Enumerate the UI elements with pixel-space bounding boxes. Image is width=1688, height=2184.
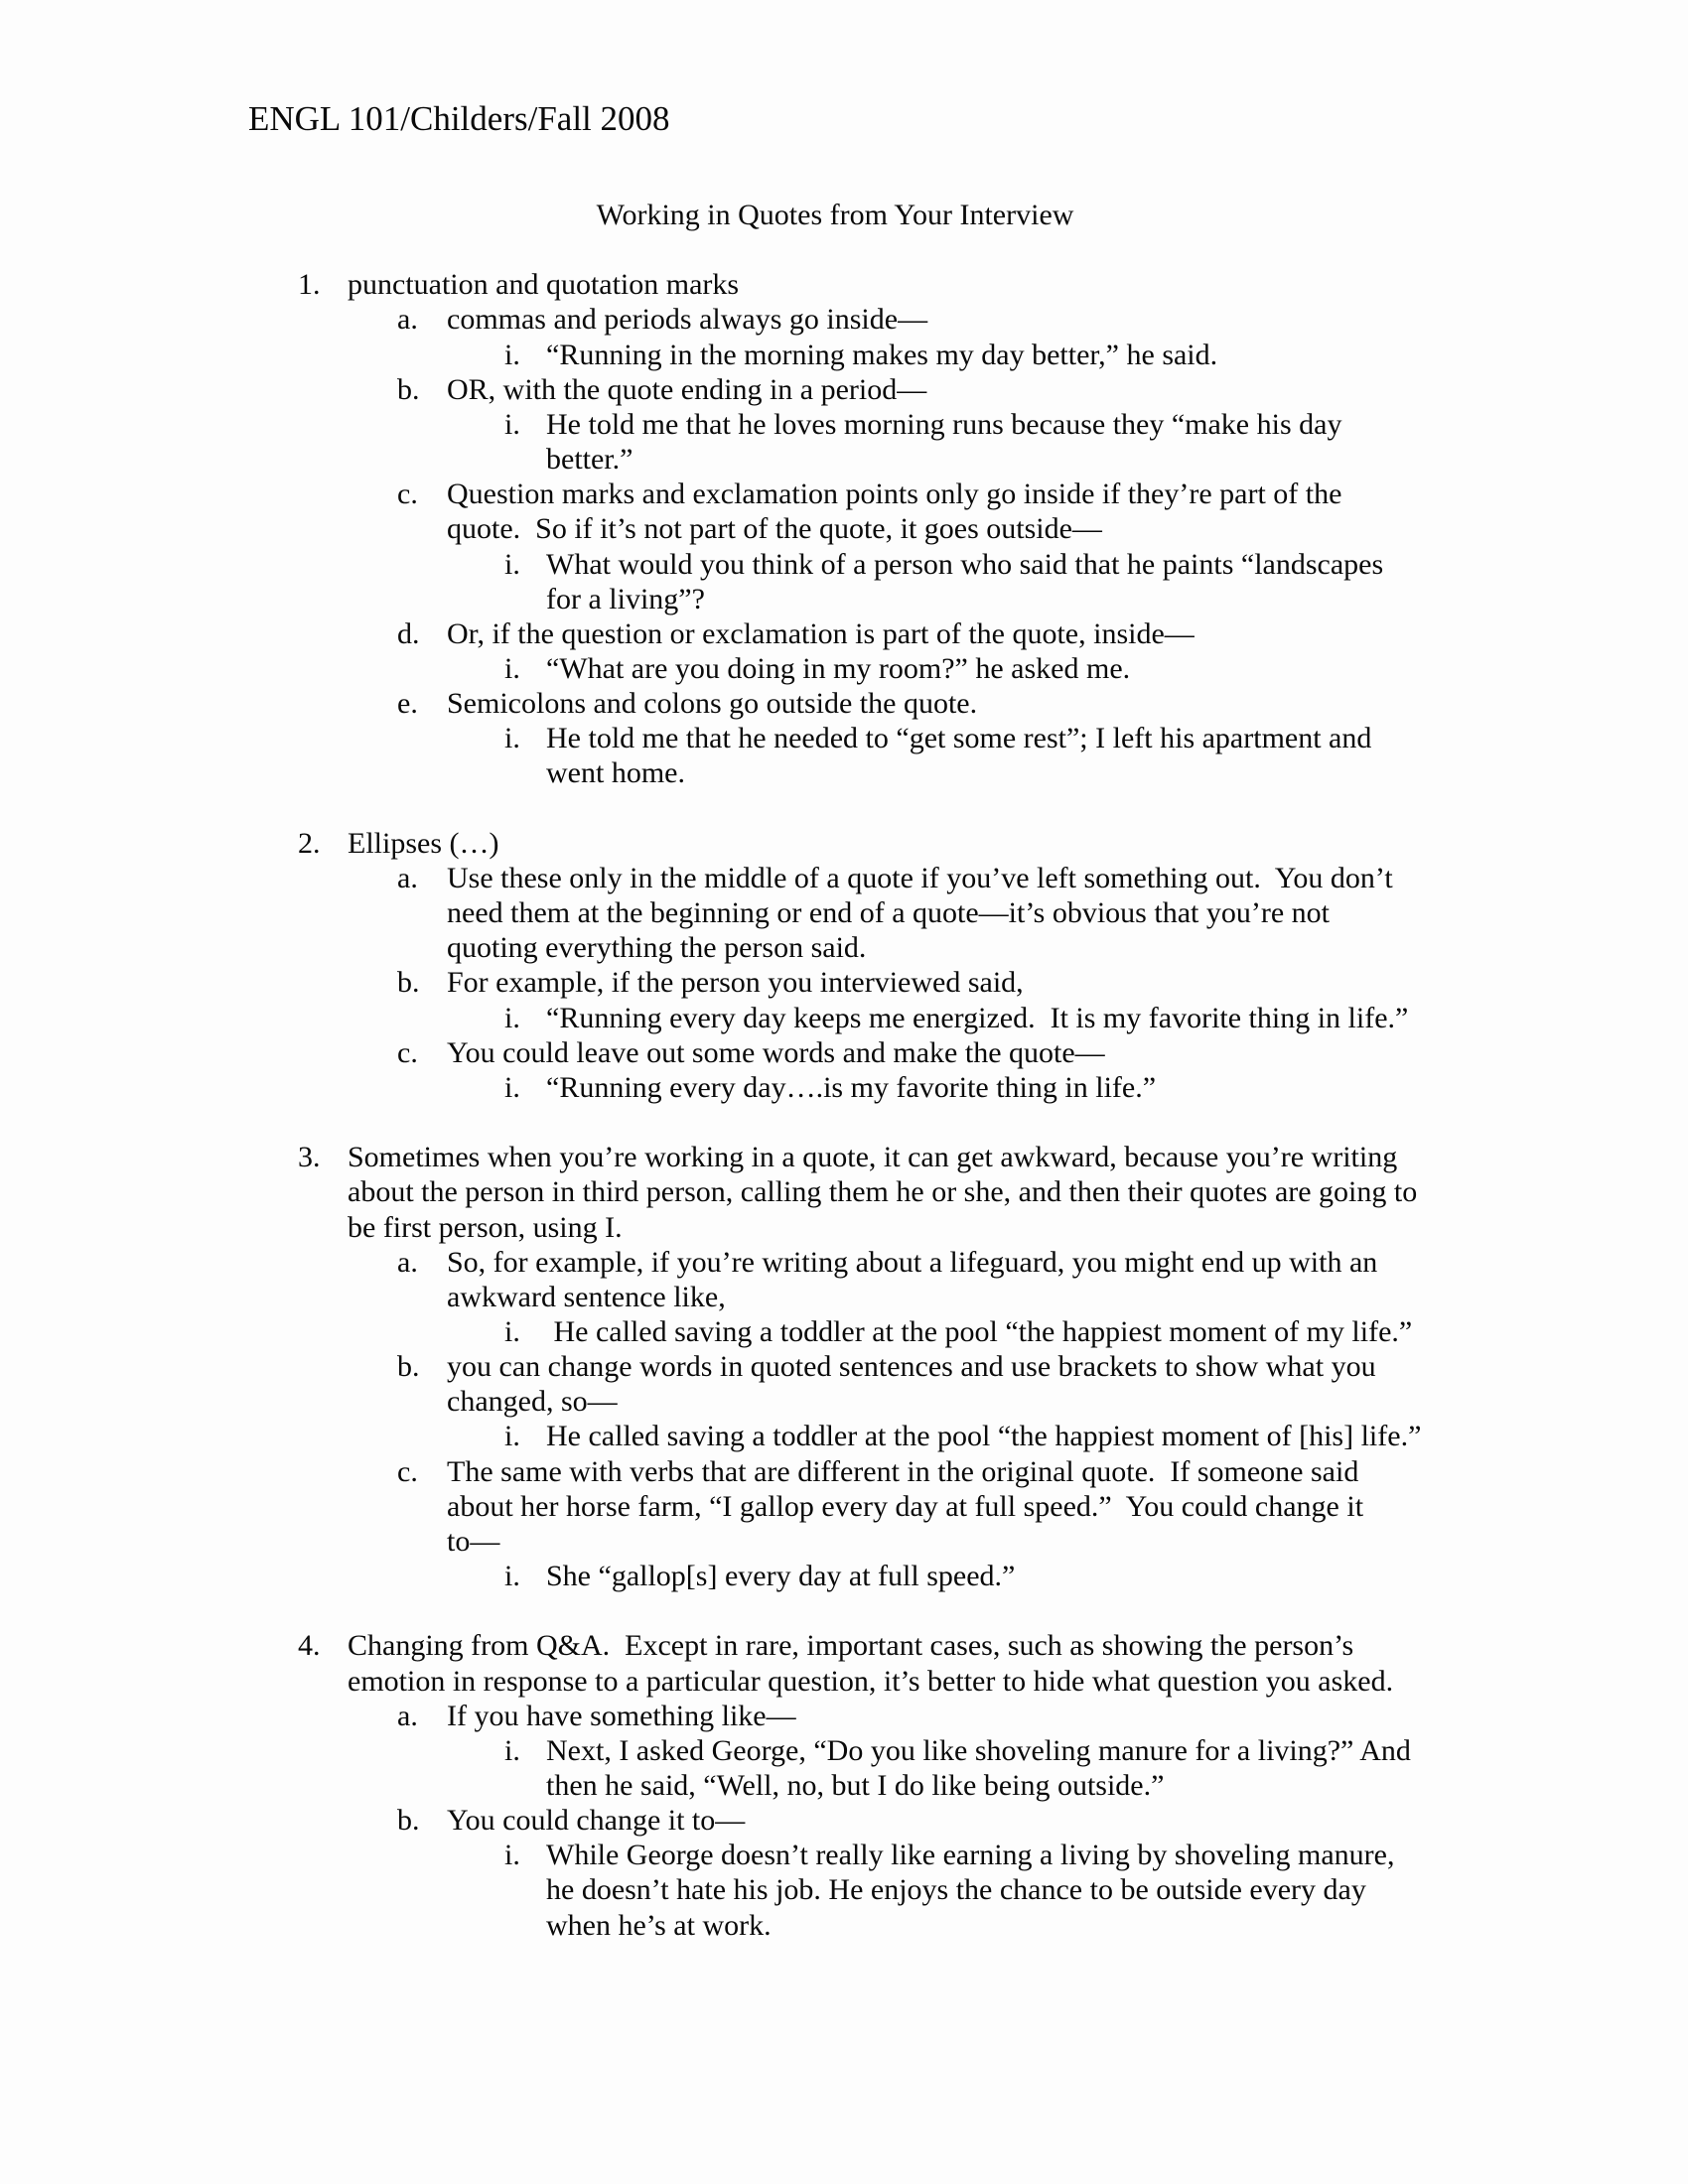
item-label: c. bbox=[397, 1035, 418, 1069]
list-item bbox=[0, 372, 1688, 407]
example-text: What would you think of a person who said that he paints “landscapes bbox=[546, 547, 1384, 581]
example-item bbox=[0, 407, 1688, 442]
section-number: 3. bbox=[298, 1141, 321, 1174]
item-text: Use these only in the middle of a quote if you’ve left something out. You don’t bbox=[447, 861, 1393, 894]
section-number: 2. bbox=[298, 826, 321, 860]
example-text: when he’s at work. bbox=[546, 1908, 772, 1942]
example-label: i. bbox=[504, 547, 520, 581]
example-label: i. bbox=[504, 1314, 520, 1348]
example-item bbox=[0, 651, 1688, 686]
list-item bbox=[0, 1803, 1688, 1838]
item-text: So, for example, if you’re writing about a lifeguard, you might end up with an bbox=[447, 1245, 1378, 1279]
example-label: i. bbox=[504, 1420, 520, 1453]
item-label: a. bbox=[397, 1699, 418, 1732]
item-continuation bbox=[0, 1489, 1688, 1524]
item-continuation bbox=[0, 895, 1688, 930]
item-text: commas and periods always go inside— bbox=[447, 303, 928, 337]
section-heading: punctuation and quotation marks bbox=[348, 268, 740, 302]
example-label: i. bbox=[504, 652, 520, 686]
example-text: While George doesn’t really like earning a living by shoveling manure, bbox=[546, 1839, 1395, 1872]
course-header: ENGL 101/Childers/Fall 2008 bbox=[248, 99, 670, 138]
example-text: he doesn’t hate his job. He enjoys the chance to be outside every day bbox=[546, 1873, 1366, 1907]
example-item bbox=[0, 1070, 1688, 1105]
list-item bbox=[0, 965, 1688, 1000]
example-text: She “gallop[s] every day at full speed.” bbox=[546, 1560, 1016, 1593]
item-label: c. bbox=[397, 478, 418, 511]
list-item bbox=[0, 861, 1688, 895]
item-label: b. bbox=[397, 966, 420, 1000]
example-label: i. bbox=[504, 1560, 520, 1593]
item-text: You could change it to— bbox=[447, 1804, 746, 1838]
list-item bbox=[0, 616, 1688, 651]
example-text: “Running every day….is my favorite thing in life.” bbox=[546, 1070, 1157, 1104]
example-text: Next, I asked George, “Do you like shoveling manure for a living?” And bbox=[546, 1733, 1411, 1767]
list-item bbox=[0, 1349, 1688, 1384]
item-label: b. bbox=[397, 1804, 420, 1838]
example-text: He called saving a toddler at the pool “the happiest moment of my life.” bbox=[546, 1314, 1413, 1348]
item-label: d. bbox=[397, 616, 420, 650]
spacer bbox=[0, 791, 1688, 826]
item-text: changed, so— bbox=[447, 1385, 618, 1419]
example-text: He called saving a toddler at the pool “the happiest moment of [his] life.” bbox=[546, 1420, 1422, 1453]
section-number: 1. bbox=[298, 268, 321, 302]
example-text: “Running in the morning makes my day better,” he said. bbox=[546, 338, 1218, 371]
item-text: Or, if the question or exclamation is part of the quote, inside— bbox=[447, 616, 1195, 650]
section-continuation bbox=[0, 1664, 1688, 1699]
example-item bbox=[0, 1838, 1688, 1872]
section-heading: Changing from Q&A. Except in rare, important cases, such as showing the person’s bbox=[348, 1629, 1354, 1663]
item-label: b. bbox=[397, 372, 420, 406]
example-text: “What are you doing in my room?” he asked me. bbox=[546, 652, 1131, 686]
document-title: Working in Quotes from Your Interview bbox=[596, 199, 1074, 232]
example-label: i. bbox=[504, 1001, 520, 1034]
item-text: about her horse farm, “I gallop every day at full speed.” You could change it bbox=[447, 1489, 1364, 1523]
item-text: you can change words in quoted sentences and use brackets to show what you bbox=[447, 1350, 1376, 1384]
list-item bbox=[0, 1245, 1688, 1280]
section-4 bbox=[0, 1628, 1688, 1663]
example-item bbox=[0, 547, 1688, 582]
item-text: You could leave out some words and make the quote— bbox=[447, 1035, 1105, 1069]
spacer bbox=[0, 1105, 1688, 1140]
item-continuation bbox=[0, 1384, 1688, 1419]
example-continuation bbox=[0, 1872, 1688, 1907]
item-label: b. bbox=[397, 1350, 420, 1384]
example-text: for a living”? bbox=[546, 582, 705, 615]
example-text: then he said, “Well, no, but I do like being outside.” bbox=[546, 1769, 1165, 1803]
example-text: He told me that he loves morning runs because they “make his day bbox=[546, 407, 1342, 441]
item-label: a. bbox=[397, 1245, 418, 1279]
item-continuation bbox=[0, 511, 1688, 546]
item-text: quoting everything the person said. bbox=[447, 931, 867, 965]
section-1 bbox=[0, 267, 1688, 302]
list-item bbox=[0, 686, 1688, 721]
example-item bbox=[0, 1559, 1688, 1593]
section-3 bbox=[0, 1140, 1688, 1174]
example-item bbox=[0, 1733, 1688, 1768]
example-continuation bbox=[0, 1908, 1688, 1943]
item-label: a. bbox=[397, 303, 418, 337]
example-text: better.” bbox=[546, 443, 633, 477]
item-continuation bbox=[0, 1524, 1688, 1559]
section-continuation bbox=[0, 1210, 1688, 1245]
example-text: He told me that he needed to “get some rest”; I left his apartment and bbox=[546, 722, 1372, 755]
item-text: For example, if the person you interviewed said, bbox=[447, 966, 1024, 1000]
list-item bbox=[0, 1454, 1688, 1489]
outline-list bbox=[0, 267, 1688, 1943]
section-2 bbox=[0, 826, 1688, 861]
item-text: The same with verbs that are different in the original quote. If someone said bbox=[447, 1454, 1359, 1488]
example-continuation bbox=[0, 755, 1688, 790]
spacer bbox=[0, 1593, 1688, 1628]
item-continuation bbox=[0, 1280, 1688, 1314]
list-item bbox=[0, 302, 1688, 337]
example-text: “Running every day keeps me energized. It is my favorite thing in life.” bbox=[546, 1001, 1409, 1034]
example-text: went home. bbox=[546, 756, 685, 790]
item-label: a. bbox=[397, 861, 418, 894]
example-item bbox=[0, 1419, 1688, 1453]
list-item bbox=[0, 1035, 1688, 1070]
section-heading: about the person in third person, calling them he or she, and then their quotes are going to bbox=[348, 1175, 1418, 1209]
example-continuation bbox=[0, 442, 1688, 477]
section-heading: emotion in response to a particular question, it’s better to hide what question you asked. bbox=[348, 1664, 1394, 1698]
item-text: quote. So if it’s not part of the quote, it goes outside— bbox=[447, 512, 1102, 546]
item-continuation bbox=[0, 930, 1688, 965]
section-heading: be first person, using I. bbox=[348, 1210, 623, 1244]
item-text: If you have something like— bbox=[447, 1699, 796, 1732]
item-text: awkward sentence like, bbox=[447, 1280, 726, 1313]
section-continuation bbox=[0, 1174, 1688, 1209]
example-label: i. bbox=[504, 722, 520, 755]
example-label: i. bbox=[504, 407, 520, 441]
list-item bbox=[0, 1699, 1688, 1733]
example-item bbox=[0, 1314, 1688, 1349]
item-label: e. bbox=[397, 687, 418, 721]
example-item bbox=[0, 721, 1688, 755]
example-label: i. bbox=[504, 1839, 520, 1872]
section-heading: Sometimes when you’re working in a quote, it can get awkward, because you’re writing bbox=[348, 1141, 1398, 1174]
example-label: i. bbox=[504, 1733, 520, 1767]
example-continuation bbox=[0, 582, 1688, 616]
example-continuation bbox=[0, 1768, 1688, 1803]
example-item bbox=[0, 1001, 1688, 1035]
example-item bbox=[0, 338, 1688, 372]
item-text: Semicolons and colons go outside the quote. bbox=[447, 687, 978, 721]
item-text: to— bbox=[447, 1524, 500, 1558]
item-text: OR, with the quote ending in a period— bbox=[447, 372, 927, 406]
example-label: i. bbox=[504, 338, 520, 371]
example-label: i. bbox=[504, 1070, 520, 1104]
list-item bbox=[0, 477, 1688, 511]
section-number: 4. bbox=[298, 1629, 321, 1663]
item-text: Question marks and exclamation points only go inside if they’re part of the bbox=[447, 478, 1342, 511]
item-label: c. bbox=[397, 1454, 418, 1488]
section-heading: Ellipses (…) bbox=[348, 826, 499, 860]
item-text: need them at the beginning or end of a quote—it’s obvious that you’re not bbox=[447, 896, 1330, 930]
